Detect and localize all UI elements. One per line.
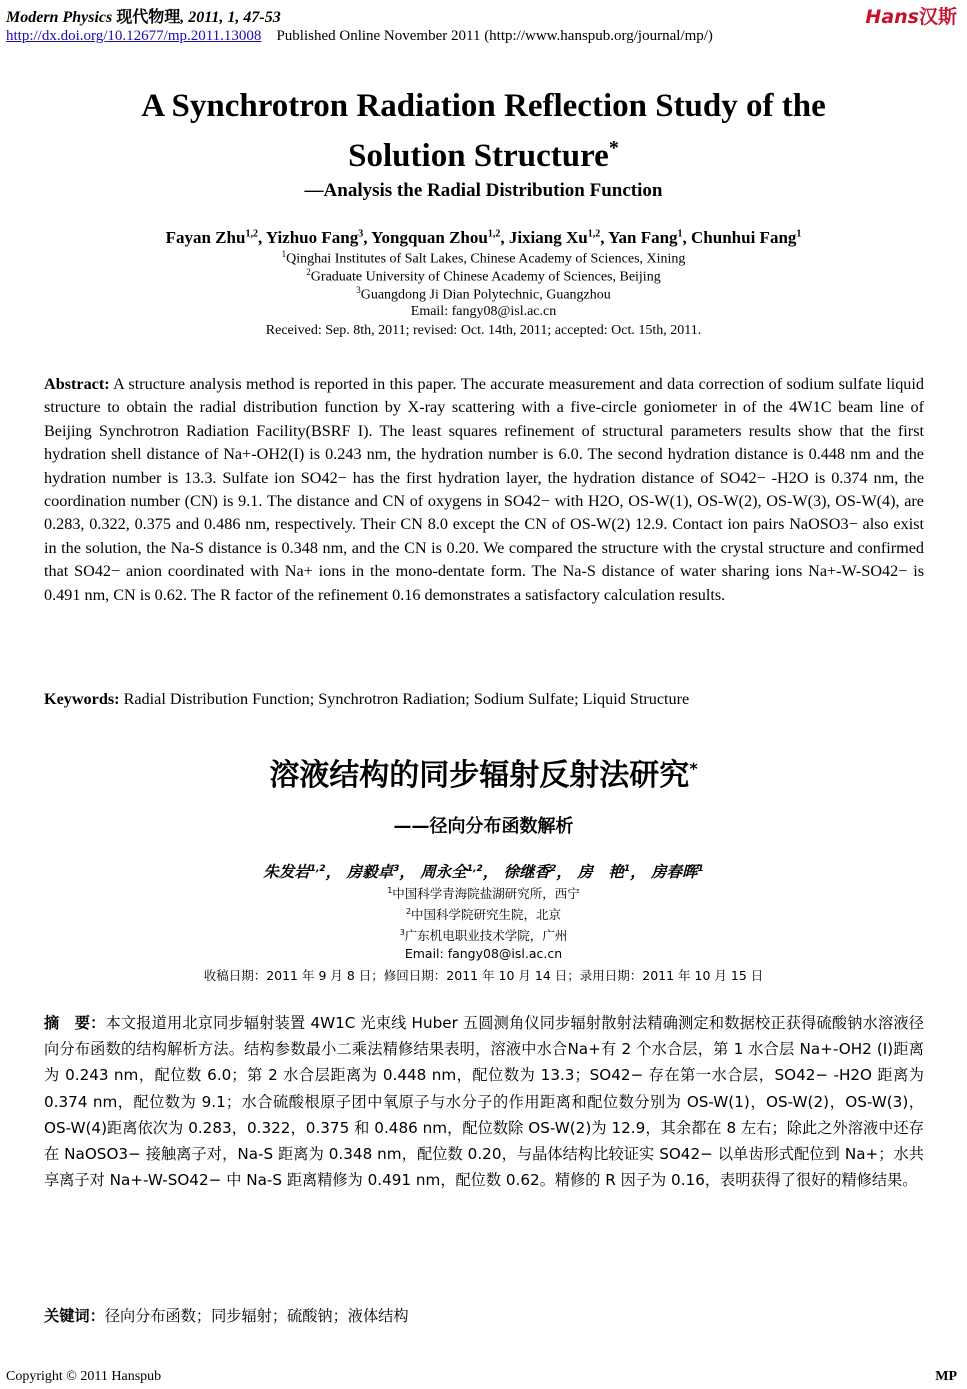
doi-link[interactable]: http://dx.doi.org/10.12677/mp.2011.13008: [6, 28, 262, 44]
author: Yongquan Zhou: [371, 228, 488, 247]
dates: Received: Sep. 8th, 2011; revised: Oct. 14th, 2011; accepted: Oct. 15th, 2011.: [265, 323, 702, 338]
cn-subtitle: ——径向分布函数解析: [393, 816, 574, 837]
author: Jixiang Xu: [508, 228, 588, 247]
keywords: [44, 690, 924, 709]
abstract: [44, 373, 924, 607]
cn-author: 房毅卓: [346, 863, 394, 881]
abstract-text: A structure analysis method is reported in this paper. The accurate measurement and data correction of sodium sulfate liquid structure to obtain the radial distribution function by X-ray scattering with a five-circle goniometer in of the 4W1C beam line of Beijing Synchrotron Radiation Facility(BSRF I). The least squares refinement of structural parameters results show that the first hydration shell distance of Na+-OH2(I) is 0.243 nm, the hydration number is 6.0. The second hydration distance is 0.448 nm and the hydration number is 13.3. Sulfate ion SO42− has the first hydration layer, the hydration distance of SO42− -H2O is 0.374 nm, the coordination number (CN) is 9.1. The distance and CN of oxygens in SO42− with H2O, OS-W(1), OS-W(2), OS-W(3), OS-W(4), are 0.283, 0.322, 0.375 and 0.486 nm, respectively. Their CN 8.0 except the CN of OS-W(2) 12.9. Contact ion pairs NaOSO3− also exist in the solution, the Na-S distance is 0.348 nm, and the CN is 0.20. We compared the structure with the crystal structure and confirmed that SO42− anion coordinated with Na+ ions in the mono-dentate form. The Na-S distance of water sharing ions Na+-W-SO42− is 0.491 nm, CN is 0.62. The R factor of the refinement 0.16 demonstrates a satisfactory calculation results.: [44, 375, 924, 604]
affiliation: $^1$Qinghai Institutes of Salt Lakes, Chinese Academy of Sciences, Xining: [281, 249, 686, 267]
cn-author: 周永全: [420, 863, 467, 881]
author-sup: 1,2: [245, 228, 258, 240]
logo-cn: 汉斯: [918, 6, 957, 28]
affiliation: $^3$Guangdong Ji Dian Polytechnic, Guangzhou: [356, 285, 611, 303]
author-sup: 1,2: [587, 228, 601, 240]
abstract-label: Abstract:: [44, 375, 110, 393]
email: Email: fangy08@isl.ac.cn: [410, 304, 557, 319]
author-list: Fayan Zhu$^{1,2}$, Yizhuo Fang$^3$, Yongquan Zhou$^{1,2}$, Jixiang Xu$^{1,2}$, Yan Fang$^1$, Chunhui Fang$^1$: [165, 228, 802, 247]
keywords-text: Radial Distribution Function; Synchrotron Radiation; Sodium Sulfate; Liquid Structure: [119, 690, 690, 708]
cn-author-list: 朱发岩$^{1,2}$， 房毅卓$^3$， 周永全$^{1,2}$， 徐继香$^2$， 房 艳$^1$， 房春晖$^1$: [263, 863, 704, 881]
published-info: Published Online November 2011 (http://www.hanspub.org/journal/mp/): [276, 28, 713, 44]
cn-title: [0, 750, 967, 794]
author-sup: 1,2: [487, 228, 501, 240]
paper-title: [0, 85, 967, 177]
journal-abbr: MP: [935, 1369, 957, 1384]
cn-dates: 收稿日期：2011 年 9 月 8 日；修回日期：2011 年 10 月 14 日；录用日期：2011 年 10 月 15 日: [203, 968, 764, 983]
cn-abstract-text: 本文报道用北京同步辐射装置 4W1C 光束线 Huber 五圆测角仪同步辐射散射法精确测定和数据校正获得硫酸钠水溶液径向分布函数的结构解析方法。结构参数最小二乘法精修结果表明，溶液中水合Na+有 2 个水合层，第 1 水合层 Na+-OH2 (I)距离为 0.243 nm，配位数 6.0；第 2 水合层距离为 0.448 nm，配位数为 13.3；SO42− 存在第一水合层，SO42− -H2O 距离为 0.374 nm，配位数为 9.1；水合硫酸根原子团中氧原子与水分子的作用距离和配位数分别为 OS-W(1)，OS-W(2)，OS-W(3)，OS-W(4)距离依次为 0.283，0.322，0.375 和 0.486 nm，配位数除 OS-W(2)为 12.9，其余都在 8 左右；除此之外溶液中还存在 NaOSO3− 接触离子对，Na-S 距离为 0.348 nm，配位数 0.20，与晶体结构比较证实 SO42− 以单齿形式配位到 Na+；水共享离子对 Na+-W-SO42− 中 Na-S 距离精修为 0.491 nm，配位数 0.62。精修的 R 因子为 0.16，表明获得了很好的精修结果。: [44, 1014, 924, 1190]
cn-abstract-label: 摘 要：: [44, 1014, 106, 1032]
cn-abstract: [44, 1010, 924, 1193]
cn-keywords: [44, 1305, 924, 1326]
cn-affiliation: $^3$广东机电职业技术学院，广州: [399, 927, 568, 943]
title-line-1: A Synchrotron Radiation Reflection Study of the: [141, 88, 826, 124]
cn-keywords-text: 径向分布函数；同步辐射；硫酸钠；液体结构: [104, 1307, 409, 1325]
journal-name-cn: 现代物理: [116, 9, 181, 26]
publisher-logo: [865, 2, 957, 29]
title-line-2: Solution Structure: [348, 138, 609, 174]
cn-affiliation: $^2$中国科学院研究生院，北京: [405, 906, 562, 922]
cn-title-text: 溶液结构的同步辐射反射法研究: [269, 758, 690, 793]
author-sup: 3: [358, 228, 364, 240]
cn-author: 房 艳: [577, 863, 624, 881]
journal-header: [6, 4, 281, 27]
cn-author: 房春晖: [651, 863, 698, 881]
copyright: Copyright © 2011 Hanspub: [6, 1369, 162, 1384]
keywords-label: Keywords:: [44, 690, 120, 708]
logo-text: Hans: [865, 6, 919, 28]
author: Yan Fang: [608, 228, 678, 247]
cn-author: 徐继香: [503, 863, 551, 881]
doi-line: [6, 28, 713, 45]
cn-email: Email: fangy08@isl.ac.cn: [404, 946, 563, 961]
author-sup: 1: [677, 228, 683, 240]
cn-keywords-label: 关键词：: [44, 1307, 105, 1325]
cn-affiliation: $^1$中国科学青海院盐湖研究所，西宁: [387, 885, 580, 901]
author: Yizhuo Fang: [265, 228, 359, 247]
author-sup: 1: [796, 228, 802, 240]
cn-author: 朱发岩: [263, 863, 310, 881]
title-mark: *: [608, 137, 619, 159]
author: Fayan Zhu: [165, 228, 246, 247]
paper-subtitle: —Analysis the Radial Distribution Function: [304, 180, 663, 201]
affiliation: $^2$Graduate University of Chinese Academy of Sciences, Beijing: [306, 267, 661, 285]
cn-title-mark: *: [689, 759, 698, 778]
journal-issue: , 2011, 1, 47-53: [180, 9, 281, 26]
author: Chunhui Fang: [691, 228, 797, 247]
journal-name: Modern Physics: [6, 9, 113, 26]
